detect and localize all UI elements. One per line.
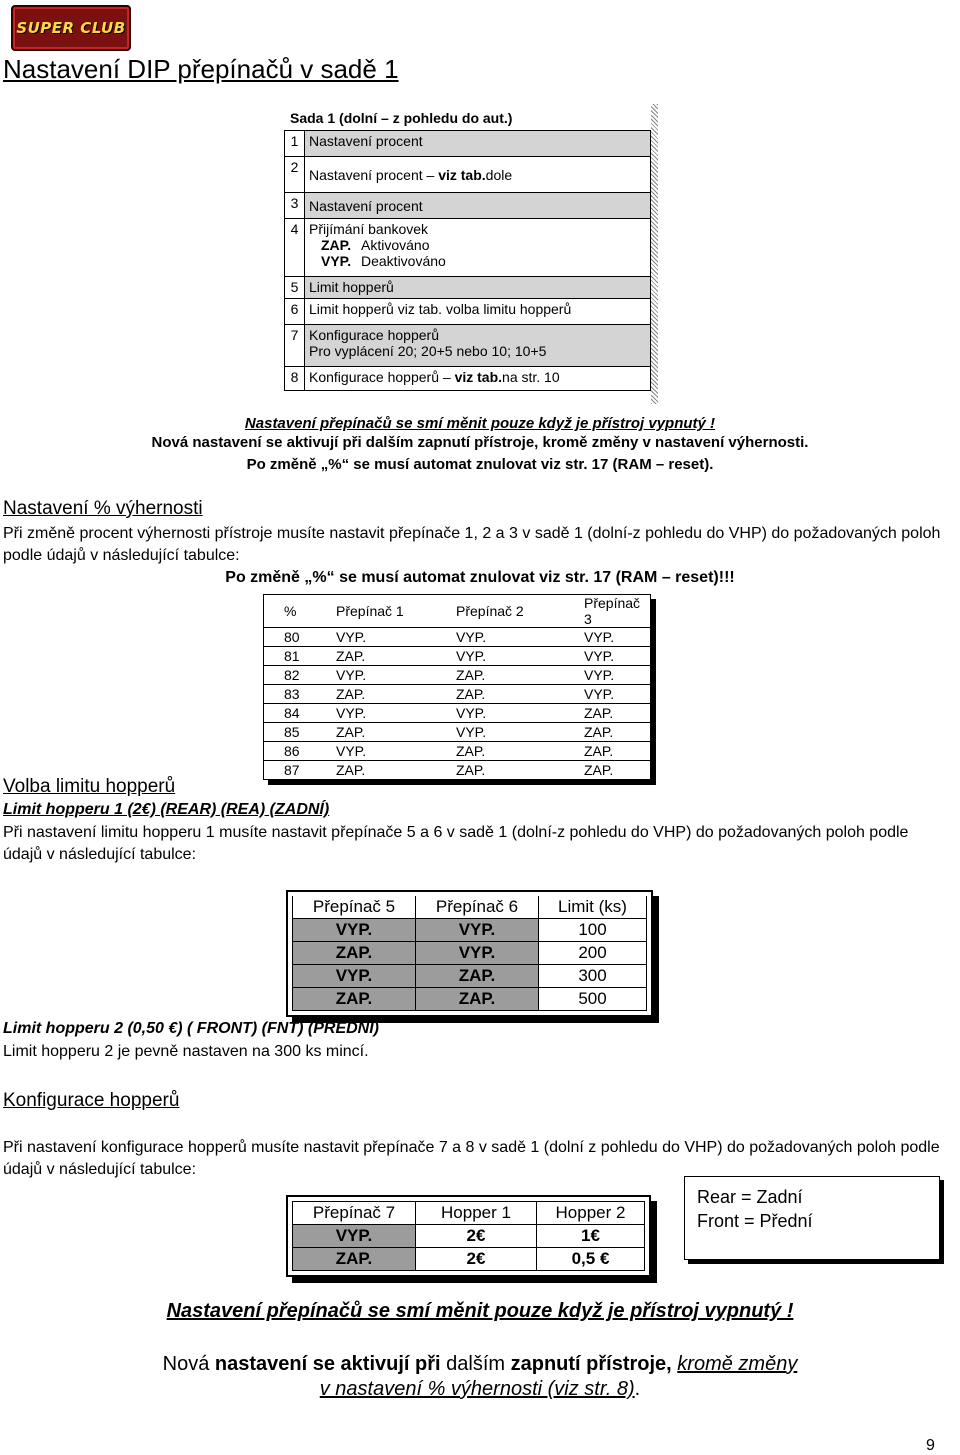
limit-row [293, 965, 647, 988]
pct-header-cell: Přepínač 2 [452, 595, 572, 628]
pct-cell: ZAP. [452, 666, 572, 685]
limit-cell: VYP. [293, 919, 416, 942]
limit-header-row [293, 896, 647, 919]
set1-text: Limit hopperů viz tab. volba limitu hopperů [305, 299, 651, 325]
set1-text: Nastavení procent [305, 193, 651, 219]
page-title: Nastavení DIP přepínačů v sadě 1 [3, 54, 399, 84]
set1-text [305, 367, 651, 391]
limit-cell: ZAP. [293, 988, 416, 1011]
limit-cell: ZAP. [293, 942, 416, 965]
logo-text: SUPER CLUB [16, 19, 126, 37]
pct-cell: ZAP. [332, 685, 452, 704]
footer-part-underline: kromě změny [677, 1353, 798, 1375]
limit-table [292, 896, 647, 1011]
pct-cell: VYP. [332, 704, 452, 723]
footer-part-bold: nastavení se aktivují při [214, 1353, 441, 1375]
section-limit-heading: Volba limitu hopperů [3, 776, 176, 797]
config-cell: 2€ [416, 1225, 537, 1248]
limit-cell: VYP. [416, 942, 539, 965]
set1-num: 3 [285, 193, 305, 219]
limit-header-cell: Přepínač 5 [293, 896, 416, 919]
config-cell: 2€ [416, 1248, 537, 1271]
pct-row [264, 723, 650, 742]
pct-cell: VYP. [572, 666, 650, 685]
pct-header-cell: Přepínač 3 [572, 595, 650, 628]
config-header-cell: Hopper 2 [537, 1202, 645, 1225]
set1-text-main: Konfigurace hopperů [309, 327, 439, 343]
pct-cell: VYP. [332, 742, 452, 761]
pct-cell: 84 [264, 704, 332, 723]
pct-row [264, 666, 650, 685]
pct-cell: ZAP. [572, 742, 650, 761]
limit-cell: VYP. [293, 965, 416, 988]
pct-cell: 85 [264, 723, 332, 742]
section-config-para: Při nastavení konfigurace hopperů musíte nastavit přepínače 7 a 8 v sadě 1 (dolní z pohledu do VHP) do požadovaných poloh podle údajů v následující tabulce: [3, 1139, 940, 1178]
pct-row [264, 628, 650, 647]
set1-text [305, 157, 651, 193]
note-line-rear: Rear = Zadní [697, 1187, 803, 1207]
set1-num: 7 [285, 325, 305, 367]
set1-num: 5 [285, 277, 305, 299]
config-table [292, 1201, 645, 1271]
footer-warning: Nastavení přepínačů se smí měnit pouze když je přístroj vypnutý ! [166, 1300, 794, 1322]
limit-header-cell: Limit (ks) [539, 896, 647, 919]
pct-cell: VYP. [572, 685, 650, 704]
pct-table [264, 595, 650, 779]
config-row [293, 1248, 645, 1271]
warning-line-1: Nastavení přepínačů se smí měnit pouze když je přístroj vypnutý ! [244, 415, 716, 432]
config-header-cell: Přepínač 7 [293, 1202, 416, 1225]
pct-cell: ZAP. [452, 742, 572, 761]
set1-row [285, 157, 651, 193]
set1-table [284, 130, 651, 391]
config-cell: ZAP. [293, 1248, 416, 1271]
hatch-decoration [651, 104, 658, 404]
pct-cell: ZAP. [336, 762, 366, 778]
pct-row [264, 742, 650, 761]
pct-cell: ZAP. [456, 762, 486, 778]
pct-cell: 86 [264, 742, 332, 761]
set1-text-second: Pro vyplácení 20; 20+5 nebo 10; 10+5 [309, 343, 547, 359]
set1-zap-line [309, 237, 646, 253]
limit-hopper2-text: Limit hopperu 2 je pevně nastaven na 300 ks mincí. [3, 1043, 369, 1060]
set1-num: 2 [285, 157, 305, 193]
limit-header-cell: Přepínač 6 [416, 896, 539, 919]
set1-text-pre: Konfigurace hopperů – [309, 369, 455, 385]
footer-part-bold: zapnutí přístroje, [510, 1353, 672, 1375]
limit-cell: 200 [539, 942, 647, 965]
page-number: 9 [926, 1437, 935, 1454]
set1-vyp-line [309, 253, 646, 269]
limit-hopper2-heading: Limit hopperu 2 (0,50 €) ( FRONT) (FNT) (PŘEDNÍ) [3, 1020, 379, 1037]
rear-front-note [684, 1176, 940, 1260]
set1-text-pre: Nastavení procent – [309, 166, 439, 183]
pct-header-cell: Přepínač 1 [332, 595, 452, 628]
pct-cell: VYP. [452, 628, 572, 647]
limit-table-frame [286, 890, 653, 1017]
set1-text: Nastavení procent [305, 131, 651, 157]
section-pct-para: Při změně procent výhernosti přístroje musíte nastavit přepínače 1, 2 a 3 v sadě 1 (dolní-z pohledu do VHP) do požadovaných poloh podle údajů v následující tabulce: [3, 525, 941, 564]
limit-row [293, 988, 647, 1011]
footer-paragraph [0, 1352, 960, 1402]
pct-cell: VYP. [452, 647, 572, 666]
note-line-front: Front = Přední [697, 1211, 813, 1231]
pct-cell: 83 [264, 685, 332, 704]
set1-row [285, 131, 651, 157]
set1-num: 1 [285, 131, 305, 157]
config-cell: 0,5 € [537, 1248, 645, 1271]
limit-cell: 100 [539, 919, 647, 942]
config-row [293, 1225, 645, 1248]
limit-cell: 300 [539, 965, 647, 988]
section-config-heading: Konfigurace hopperů [3, 1090, 180, 1111]
config-header-row [293, 1202, 645, 1225]
footer-part-underline: v nastavení % výhernosti (viz str. 8) [319, 1378, 635, 1400]
set1-row [285, 367, 651, 391]
set1-row [285, 277, 651, 299]
pct-cell: VYP. [572, 647, 650, 666]
set1-text-bold: viz tab. [438, 166, 486, 183]
config-cell: VYP. [293, 1225, 416, 1248]
pct-cell: ZAP. [332, 647, 452, 666]
pct-cell: ZAP. [584, 762, 614, 778]
set1-text: Limit hopperů [305, 277, 651, 299]
footer-part: . [634, 1378, 641, 1400]
logo [11, 5, 131, 51]
limit-cell: 500 [539, 988, 647, 1011]
pct-table-frame [263, 594, 651, 780]
set1-row [285, 299, 651, 325]
pct-cell: 81 [264, 647, 332, 666]
zap-label: ZAP. [321, 237, 352, 253]
set1-text-post: dole [485, 166, 513, 183]
set1-row [285, 219, 651, 277]
pct-cell: VYP. [452, 723, 572, 742]
section-pct-heading: Nastavení % výhernosti [3, 498, 203, 519]
vyp-label: VYP. [321, 253, 352, 269]
config-header-cell: Hopper 1 [416, 1202, 537, 1225]
pct-cell: ZAP. [332, 723, 452, 742]
limit-cell: ZAP. [416, 988, 539, 1011]
set1-text-bold: viz tab. [454, 369, 503, 385]
set1-row [285, 193, 651, 219]
pct-row [264, 685, 650, 704]
pct-header-cell: % [264, 595, 332, 628]
pct-header-row [264, 595, 650, 628]
limit-cell: VYP. [416, 919, 539, 942]
limit-cell: ZAP. [416, 965, 539, 988]
set1-row [285, 325, 651, 367]
footer-part: dalším [440, 1353, 511, 1375]
section-limit-para: Při nastavení limitu hopperu 1 musíte nastavit přepínače 5 a 6 v sadě 1 (dolní-z pohledu do VHP) do požadovaných poloh podle údajů v následující tabulce: [3, 824, 909, 863]
warning-line-2: Nová nastavení se aktivují při dalším zapnutí přístroje, kromě změny v nastavení výhernosti. [151, 434, 809, 451]
config-table-frame [286, 1195, 651, 1277]
set1-heading: Sada 1 (dolní – z pohledu do aut.) [290, 110, 513, 126]
pct-cell: VYP. [572, 628, 650, 647]
set1-text-post: na str. 10 [502, 369, 560, 385]
pct-row [264, 704, 650, 723]
zap-value: Aktivováno [361, 237, 430, 253]
warning-line-3: Po změně „%“ se musí automat znulovat viz str. 17 (RAM – reset). [246, 456, 714, 473]
pct-cell: ZAP. [572, 704, 650, 723]
pct-row [264, 761, 650, 780]
limit-row [293, 942, 647, 965]
pct-row [264, 647, 650, 666]
limit-hopper1-heading: Limit hopperu 1 (2€) (REAR) (REA) (ZADNÍ) [3, 801, 330, 818]
pct-cell: VYP. [452, 704, 572, 723]
pct-cell: 80 [264, 628, 332, 647]
pct-cell: VYP. [332, 628, 452, 647]
limit-row [293, 919, 647, 942]
config-cell: 1€ [537, 1225, 645, 1248]
footer-part: Nová [162, 1353, 215, 1375]
set1-text [305, 219, 651, 277]
set1-num: 8 [285, 367, 305, 391]
section-pct-note: Po změně „%“ se musí automat znulovat viz str. 17 (RAM – reset)!!! [225, 569, 735, 586]
set1-num: 6 [285, 299, 305, 325]
pct-cell: ZAP. [452, 685, 572, 704]
set1-text [305, 325, 651, 367]
set1-num: 4 [285, 219, 305, 277]
pct-cell: ZAP. [572, 723, 650, 742]
pct-cell: 82 [264, 666, 332, 685]
pct-cell: 87 [284, 762, 300, 778]
vyp-value: Deaktivováno [361, 253, 446, 269]
set1-text-main: Přijímání bankovek [309, 221, 429, 237]
pct-cell: VYP. [332, 666, 452, 685]
